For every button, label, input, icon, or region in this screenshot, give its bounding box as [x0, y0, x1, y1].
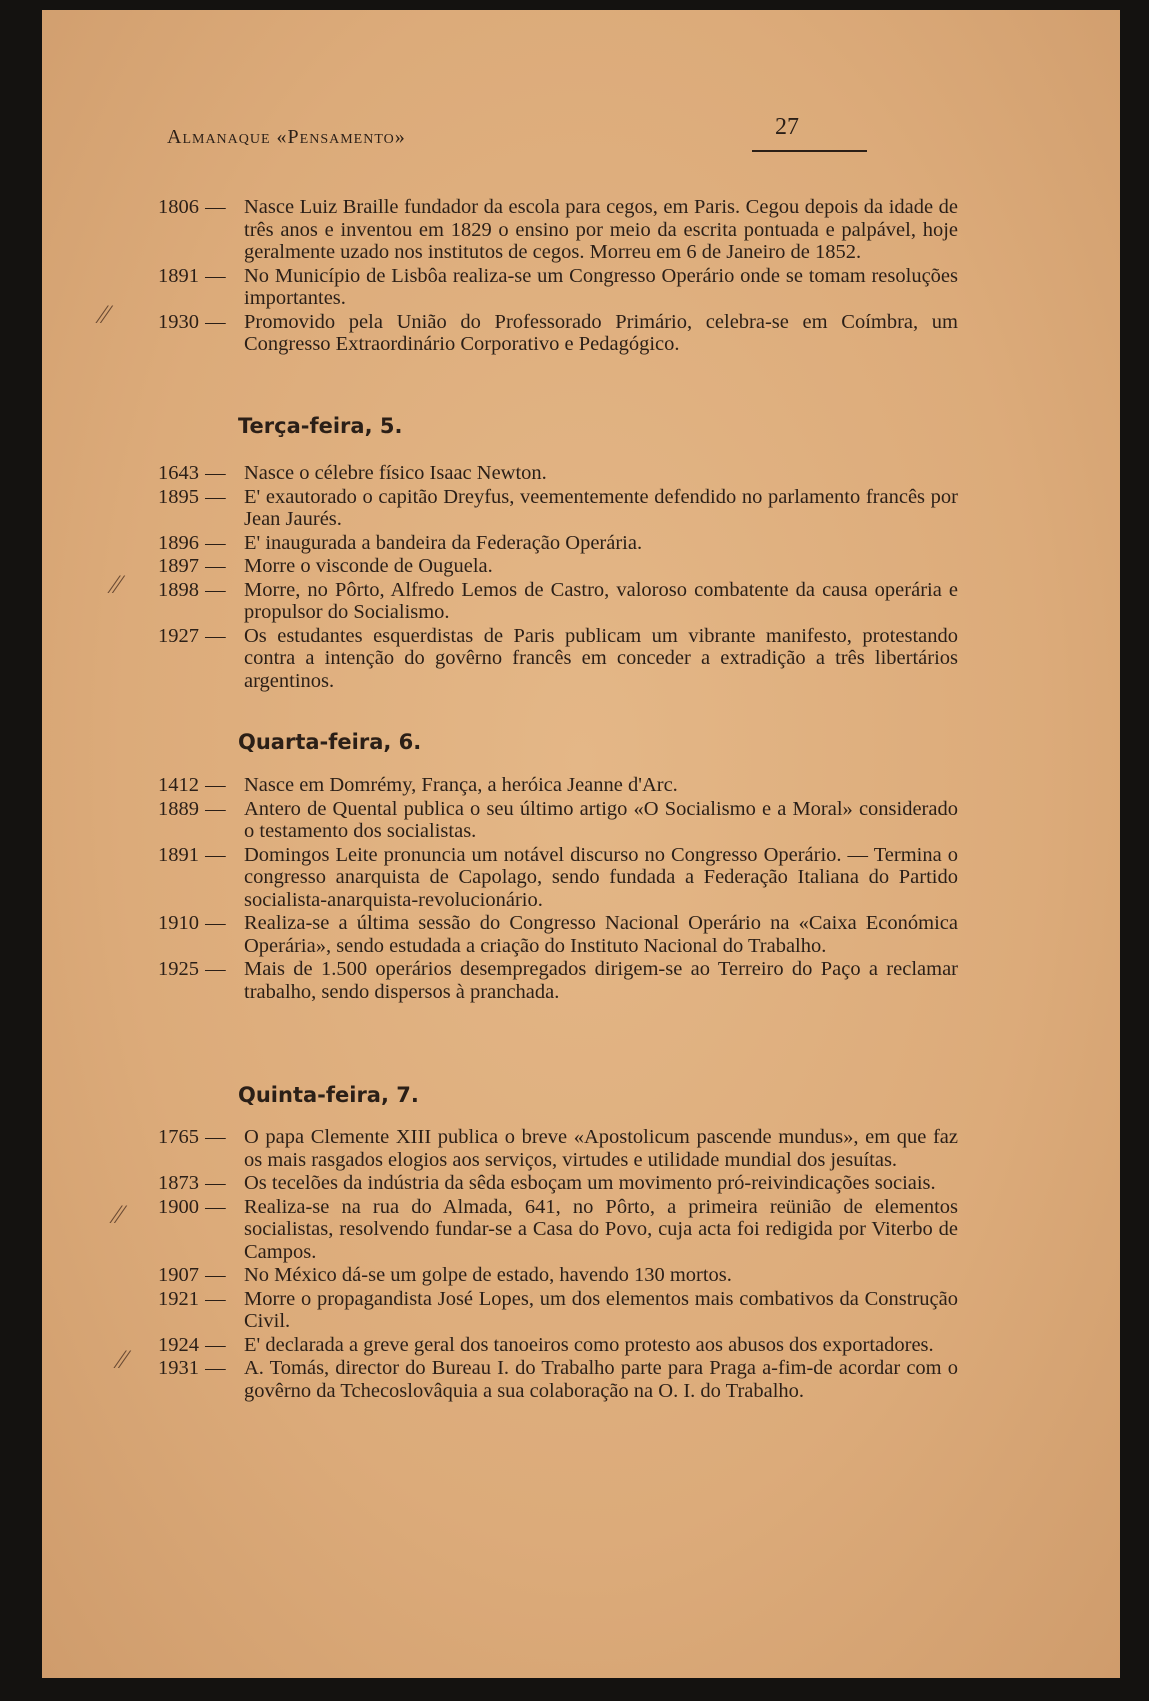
entry-text: Realiza-se na rua do Almada, 641, no Pôrto, a primeira reünião de elementos socialistas, resolvendo fundar-se a Casa do Povo, cuja acta foi redigida por Viterbo de Campos. — [244, 1195, 958, 1263]
entry-year: 1898 — [158, 578, 199, 601]
entry-year: 1930 — [158, 310, 199, 333]
entry-year: 1891 — [158, 264, 199, 287]
entry-year: 1897 — [158, 555, 199, 577]
entry: 1898 — Morre, no Pôrto, Alfredo Lemos de Castro, valoroso combatente da causa operária e propulsor do Socialismo. — [158, 578, 958, 623]
entry-year: 1925 — [158, 958, 199, 980]
entry-text: E' inaugurada a bandeira da Federação Operária. — [244, 531, 643, 554]
entry-text: Promovido pela União do Professorado Primário, celebra-se em Coímbra, um Congresso Extraordinário Corporativo e Pedagógico. — [244, 310, 958, 355]
entry-text: A. Tomás, director do Bureau I. do Trabalho parte para Praga a-fim-de acordar com o govêrno da Tchecoslovâquia a sua colaboração na O. I. do Trabalho. — [244, 1357, 958, 1402]
margin-pencil-mark: ⁄⁄ — [114, 1200, 123, 1229]
entry-text: Domingos Leite pronuncia um notável discurso no Congresso Operário. — Termina o congresso anarquista de Capolago, sendo fundada a Federação Italiana do Partido socialista-anarquista-revolucionário. — [244, 843, 958, 911]
entry-text: E' declarada a greve geral dos tanoeiros como protesto aos abusos dos exportadores. — [244, 1333, 934, 1356]
margin-pencil-mark: ⁄⁄ — [118, 1345, 127, 1374]
entry: 1896 — E' inaugurada a bandeira da Federação Operária. — [158, 532, 958, 555]
entry: 1924 — E' declarada a greve geral dos tanoeiros como protesto aos abusos dos exportadores. — [158, 1334, 958, 1357]
entry-year: 1907 — [158, 1264, 199, 1286]
entry: 1889 — Antero de Quental publica o seu último artigo «O Socialismo e a Moral» considerado o testamento dos socialistas. — [158, 797, 958, 842]
entry: 1930 — Promovido pela União do Professorado Primário, celebra-se em Coímbra, um Congresso Extraordinário Corporativo e Pedagógico. — [158, 310, 958, 355]
entry-year: 1896 — [158, 531, 199, 554]
entry-text: Morre o visconde de Ouguela. — [244, 555, 493, 577]
entry-text: Nasce o célebre físico Isaac Newton. — [244, 462, 547, 484]
entry: 1897 — Morre o visconde de Ouguela. — [158, 555, 958, 578]
entry-year: 1895 — [158, 485, 199, 508]
entry-text: Os estudantes esquerdistas de Paris publicam um vibrante manifesto, protestando contra a intenção do govêrno francês em conceder a extradição a três libertários argentinos. — [244, 624, 958, 692]
entry-text: Os tecelões da indústria da sêda esboçam um movimento pró-reivindicações sociais. — [244, 1172, 936, 1194]
entry: 1873 — Os tecelões da indústria da sêda esboçam um movimento pró-reivindicações sociais. — [158, 1172, 958, 1195]
entry: 1412 — Nasce em Domrémy, França, a heróica Jeanne d'Arc. — [158, 774, 958, 797]
page-number: 27 — [775, 114, 799, 140]
entry: 1927 — Os estudantes esquerdistas de Paris publicam um vibrante manifesto, protestando contra a intenção do govêrno francês em conceder a extradição a três libertários argentinos. — [158, 624, 958, 692]
day-heading-wednesday: Quarta-feira, 6. — [238, 730, 422, 754]
margin-pencil-mark: ⁄⁄ — [112, 570, 121, 599]
entry-text: Nasce Luiz Braille fundador da escola para cegos, em Paris. Cegou depois da idade de três anos e inventou em 1829 o ensino por meio da escrita pontuada e palpável, hoje geralmente uzado nos institutos de cegos. Morreu em 6 de Janeiro de 1852. — [244, 196, 958, 263]
entry-year: 1921 — [158, 1287, 199, 1310]
entry-text: Nasce em Domrémy, França, a heróica Jeanne d'Arc. — [244, 774, 678, 796]
entry-text: Morre, no Pôrto, Alfredo Lemos de Castro, valoroso combatente da causa operária e propulsor do Socialismo. — [244, 578, 958, 623]
entry: 1643 — Nasce o célebre físico Isaac Newton. — [158, 462, 958, 485]
margin-pencil-mark: ⁄⁄ — [100, 300, 109, 329]
entry-year: 1891 — [158, 843, 199, 866]
day-heading-thursday: Quinta-feira, 7. — [238, 1083, 419, 1107]
entry-text: Antero de Quental publica o seu último artigo «O Socialismo e a Moral» considerado o testamento dos socialistas. — [244, 797, 958, 842]
entry-year: 1765 — [158, 1126, 199, 1148]
entry: 1931 — A. Tomás, director do Bureau I. do Trabalho parte para Praga a-fim-de acordar com o govêrno da Tchecoslovâquia a sua colaboração na O. I. do Trabalho. — [158, 1357, 958, 1402]
entry-text: Morre o propagandista José Lopes, um dos elementos mais combativos da Construção Civil. — [244, 1287, 958, 1332]
entry-text: E' exautorado o capitão Dreyfus, veementemente defendido no parlamento francês por Jean Jaurés. — [244, 485, 958, 530]
entry-text: No Município de Lisbôa realiza-se um Congresso Operário onde se tomam resoluções importantes. — [244, 264, 958, 309]
header-rule — [752, 150, 867, 152]
entry-text: Mais de 1.500 operários desempregados dirigem-se ao Terreiro do Paço a reclamar trabalho, sendo dispersos à pranchada. — [244, 958, 958, 1003]
entry: 1765 — O papa Clemente XIII publica o breve «Apostolicum pascende mundus», em que faz os mais rasgados elogios aos serviços, virtudes e utilidade mundial dos jesuítas. — [158, 1126, 958, 1171]
entry-year: 1924 — [158, 1333, 199, 1356]
section-tuesday — [158, 462, 958, 693]
entry-year: 1643 — [158, 462, 199, 484]
entry-year: 1927 — [158, 624, 199, 647]
entry-year: 1931 — [158, 1357, 199, 1379]
entry: 1891 — No Município de Lisbôa realiza-se um Congresso Operário onde se tomam resoluções importantes. — [158, 264, 958, 309]
entry-text: O papa Clemente XIII publica o breve «Apostolicum pascende mundus», em que faz os mais rasgados elogios aos serviços, virtudes e utilidade mundial dos jesuítas. — [244, 1126, 958, 1171]
entry-year: 1900 — [158, 1195, 199, 1218]
entry: 1910 — Realiza-se a última sessão do Congresso Nacional Operário na «Caixa Económica Operária», sendo estudada a criação do Instituto Nacional do Trabalho. — [158, 912, 958, 957]
section-wednesday — [158, 774, 958, 1004]
entry: 1925 — Mais de 1.500 operários desempregados dirigem-se ao Terreiro do Paço a reclamar trabalho, sendo dispersos à pranchada. — [158, 958, 958, 1003]
entry: 1921 — Morre o propagandista José Lopes, um dos elementos mais combativos da Construção Civil. — [158, 1287, 958, 1332]
day-heading-tuesday: Terça-feira, 5. — [238, 414, 403, 438]
entry-year: 1910 — [158, 912, 199, 934]
section-continuation — [158, 196, 958, 357]
entry-year: 1873 — [158, 1172, 199, 1194]
entry: 1895 — E' exautorado o capitão Dreyfus, veementemente defendido no parlamento francês por Jean Jaurés. — [158, 485, 958, 530]
running-title: Almanaque «Pensamento» — [167, 126, 406, 148]
entry-year: 1806 — [158, 196, 199, 218]
entry-year: 1412 — [158, 774, 199, 796]
entry-text: No México dá-se um golpe de estado, havendo 130 mortos. — [244, 1264, 732, 1286]
entry: 1900 — Realiza-se na rua do Almada, 641, no Pôrto, a primeira reünião de elementos socialistas, resolvendo fundar-se a Casa do Povo, cuja acta foi redigida por Viterbo de Campos. — [158, 1195, 958, 1263]
entry-text: Realiza-se a última sessão do Congresso Nacional Operário na «Caixa Económica Operária», sendo estudada a criação do Instituto Nacional do Trabalho. — [244, 912, 958, 957]
entry-year: 1889 — [158, 797, 199, 820]
entry: 1907 — No México dá-se um golpe de estado, havendo 130 mortos. — [158, 1264, 958, 1287]
entry: 1806 — Nasce Luiz Braille fundador da escola para cegos, em Paris. Cegou depois da idade de três anos e inventou em 1829 o ensino por meio da escrita pontuada e palpável, hoje geralmente uzado nos institutos de cegos. Morreu em 6 de Janeiro de 1852. — [158, 196, 958, 263]
section-thursday — [158, 1126, 958, 1403]
book-page — [42, 10, 1120, 1678]
page-header — [167, 114, 947, 154]
entry: 1891 — Domingos Leite pronuncia um notável discurso no Congresso Operário. — Termina o congresso anarquista de Capolago, sendo fundada a Federação Italiana do Partido socialista-anarquista-revolucionário. — [158, 843, 958, 911]
